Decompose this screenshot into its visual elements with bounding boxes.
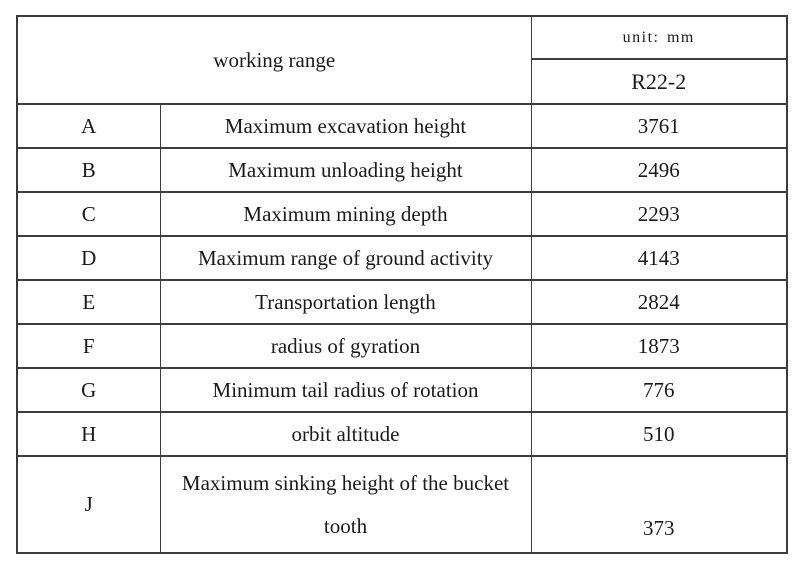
model-label: R22-2: [531, 59, 787, 104]
row-label: orbit altitude: [160, 412, 531, 456]
row-value: 2824: [531, 280, 787, 324]
unit-label: unit: mm: [531, 16, 787, 59]
table-row: [17, 368, 787, 412]
row-value: 510: [531, 412, 787, 456]
row-label: Minimum tail radius of rotation: [160, 368, 531, 412]
row-value: 2496: [531, 148, 787, 192]
row-value: 776: [531, 368, 787, 412]
table-row: [17, 236, 787, 280]
table-row: [17, 104, 787, 148]
table-body: [17, 104, 787, 553]
table-row: [17, 456, 787, 553]
header-row-1: [17, 16, 787, 59]
row-key: C: [17, 192, 160, 236]
row-label: Maximum unloading height: [160, 148, 531, 192]
row-value: 1873: [531, 324, 787, 368]
row-key: D: [17, 236, 160, 280]
table-row: [17, 324, 787, 368]
row-key: B: [17, 148, 160, 192]
table-row: [17, 280, 787, 324]
working-range-table: [16, 15, 788, 554]
row-label: Maximum mining depth: [160, 192, 531, 236]
row-key: E: [17, 280, 160, 324]
row-value: 2293: [531, 192, 787, 236]
row-value: 4143: [531, 236, 787, 280]
row-label: Transportation length: [160, 280, 531, 324]
row-label: radius of gyration: [160, 324, 531, 368]
table-title: working range: [17, 16, 531, 104]
row-key: J: [17, 456, 160, 553]
table-header: [17, 16, 787, 104]
row-value: 373: [531, 456, 787, 553]
table-row: [17, 412, 787, 456]
table-row: [17, 192, 787, 236]
row-label: Maximum sinking height of the bucket tooth: [160, 456, 531, 553]
row-key: G: [17, 368, 160, 412]
row-label: Maximum range of ground activity: [160, 236, 531, 280]
row-key: F: [17, 324, 160, 368]
row-key: H: [17, 412, 160, 456]
row-key: A: [17, 104, 160, 148]
table-row: [17, 148, 787, 192]
row-value: 3761: [531, 104, 787, 148]
row-label: Maximum excavation height: [160, 104, 531, 148]
